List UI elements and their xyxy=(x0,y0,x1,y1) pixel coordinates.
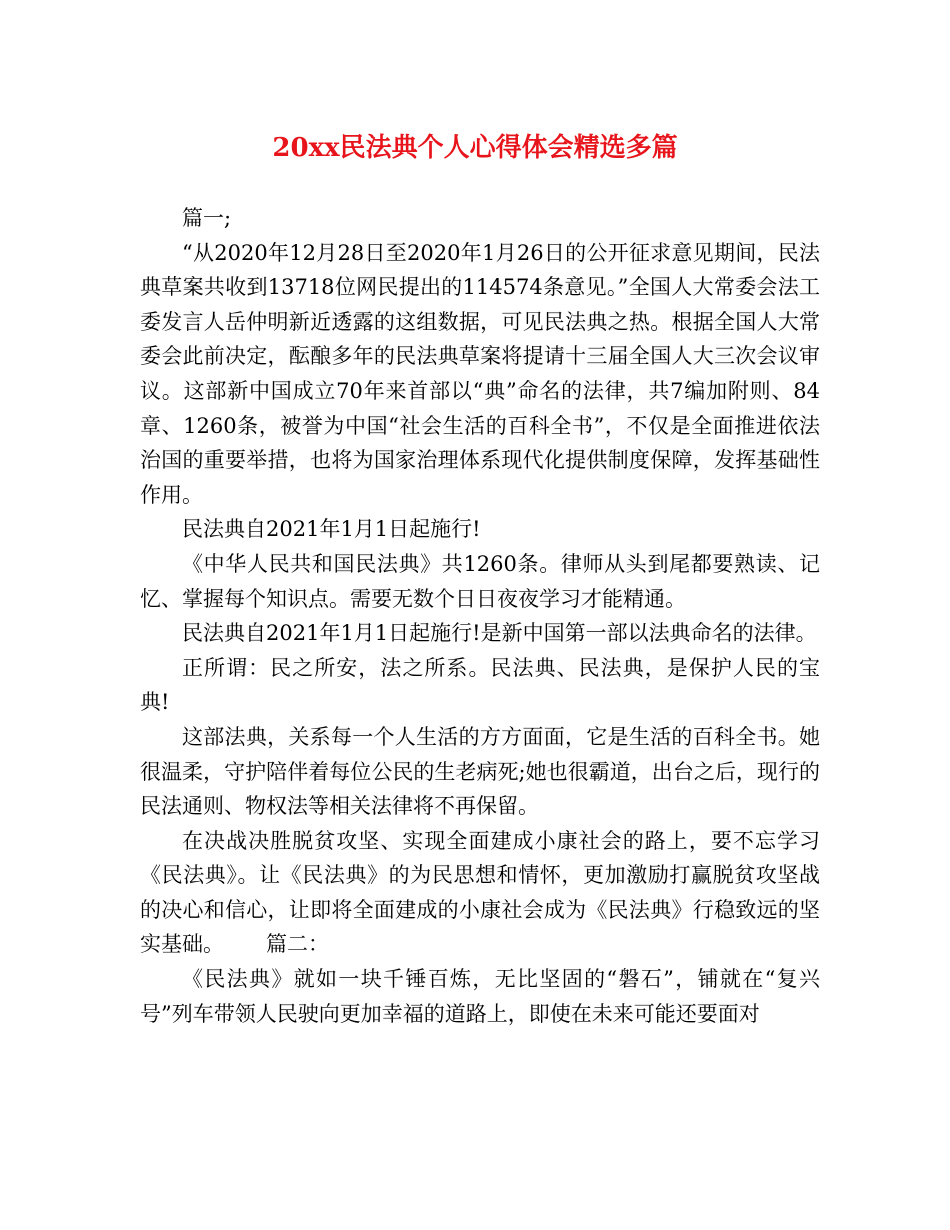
paragraph-2: “从2020年12月28日至2020年1月26日的公开征求意见期间，民法典草案共收到13718位网民提出的114574条意见。”全国人大常委会法工委发言人岳仲明新近透露的这组数据，可见民法典之热。根据全国人大常委会此前决定，酝酿多年的民法典草案将提请十三届全国人大三次会议审议。这部新中国成立70年来首部以“典”命名的法律，共7编加附则、84章、1260条，被誉为中国“社会生活的百科全书”，不仅是全面推进依法治国的重要举措，也将为国家治理体系现代化提供制度保障，发挥基础性作用。 xyxy=(140,240,820,507)
paragraph-7: 这部法典，关系每一个人生活的方方面面，它是生活的百科全书。她很温柔，守护陪伴着每位公民的生老病死;她也很霸道，出台之后，现行的民法通则、物权法等相关法律将不再保留。 xyxy=(140,724,820,819)
section-heading-2: 篇二： xyxy=(266,932,329,957)
paragraph-5: 民法典自2021年1月1日起施行!是新中国第一部以法典命名的法律。 xyxy=(182,621,817,646)
paragraph-4: 《中华人民共和国民法典》共1260条。律师从头到尾都要熟读、记忆、掌握每个知识点。需要无数个日日夜夜学习才能精通。 xyxy=(140,551,820,611)
paragraph-1: 篇一; xyxy=(182,206,232,230)
paragraph-8-text: 在决战决胜脱贫攻坚、实现全面建成小康社会的路上，要不忘学习《民法典》。让《民法典》的为民思想和情怀，更加激励打赢脱贫攻坚战的决心和信心，让即将全面建成的小康社会成为《民法典》行稳致远的坚实基础。 xyxy=(140,828,820,957)
document-body xyxy=(140,201,820,1031)
paragraph-3: 民法典自2021年1月1日起施行! xyxy=(182,517,481,542)
document-title: 20xx民法典个人心得体会精选多篇 xyxy=(272,133,678,163)
paragraph-9: 《民法典》就如一块千锤百炼，无比坚固的“磐石”，铺就在“复兴号”列车带领人民驶向更加幸福的道路上，即使在未来可能还要面对 xyxy=(140,967,820,1026)
paragraph-8 xyxy=(140,824,820,962)
paragraph-6: 正所谓：民之所安，法之所系。民法典、民法典，是保护人民的宝典! xyxy=(140,655,820,715)
